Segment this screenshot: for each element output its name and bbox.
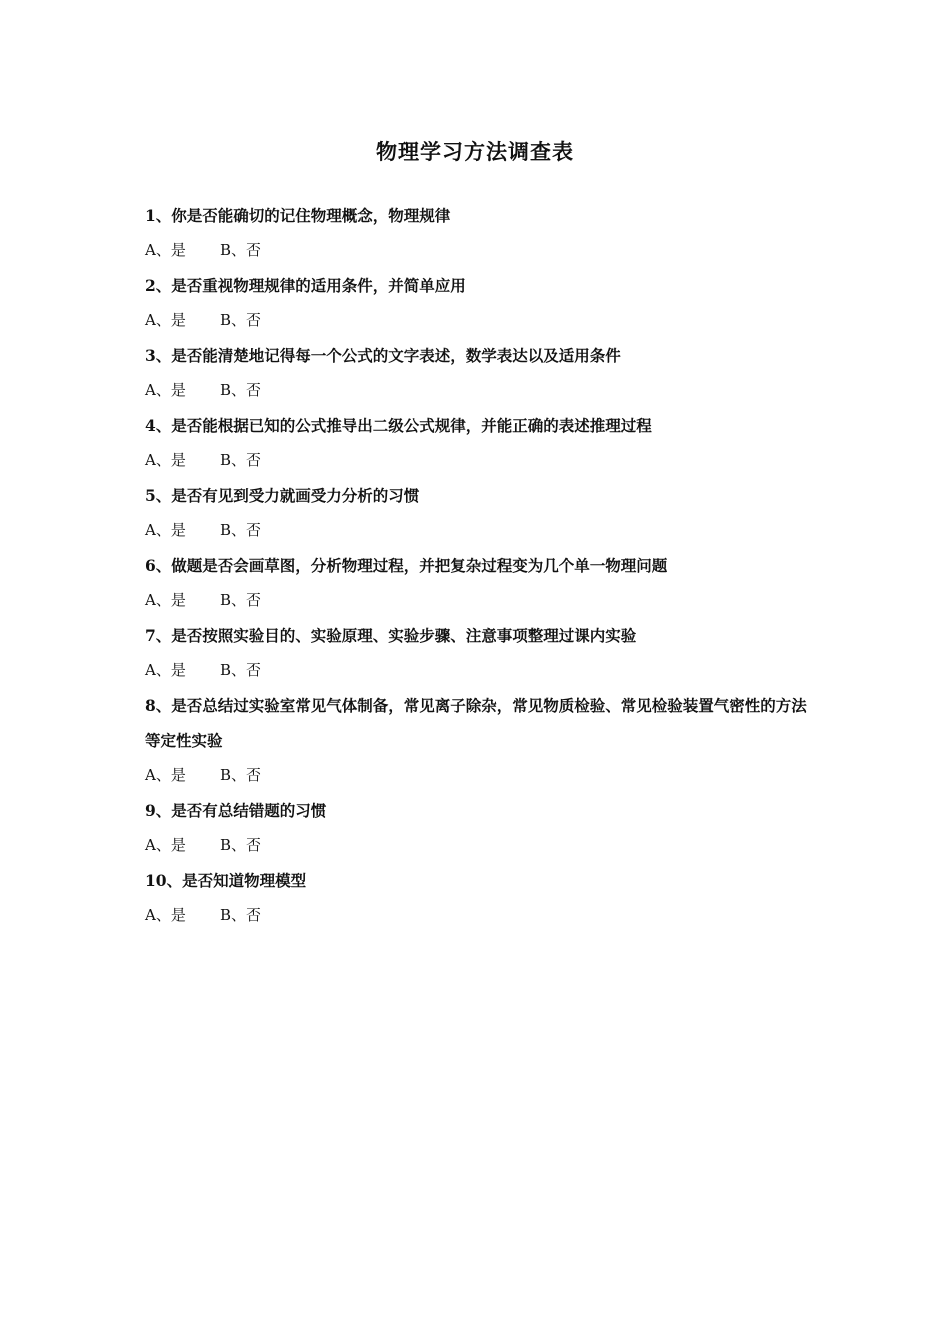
option-a: A、是 xyxy=(145,451,186,469)
question-options xyxy=(145,233,815,267)
option-b: B、否 xyxy=(220,381,262,399)
option-b: B、否 xyxy=(220,521,262,539)
page-title: 物理学习方法调查表 xyxy=(376,139,574,164)
question-options xyxy=(145,653,815,687)
option-a: A、是 xyxy=(145,766,186,784)
question-text: 6、做题是否会画草图，分析物理过程，并把复杂过程变为几个单一物理问题 xyxy=(145,556,668,575)
question-text: 10、是否知道物理模型 xyxy=(145,871,307,890)
question-text: 7、是否按照实验目的、实验原理、实验步骤、注意事项整理过课内实验 xyxy=(145,626,637,645)
question-text: 9、是否有总结错题的习惯 xyxy=(145,801,327,820)
option-a: A、是 xyxy=(145,661,186,679)
option-a: A、是 xyxy=(145,906,186,924)
question-text: 1、你是否能确切的记住物理概念，物理规律 xyxy=(145,206,451,225)
question-item xyxy=(145,618,815,687)
option-b: B、否 xyxy=(220,766,262,784)
question-item xyxy=(145,863,815,932)
question-options xyxy=(145,303,815,337)
question-item xyxy=(145,478,815,547)
question-options xyxy=(145,758,815,792)
question-text: 2、是否重视物理规律的适用条件，并简单应用 xyxy=(145,276,466,295)
question-options xyxy=(145,898,815,932)
option-a: A、是 xyxy=(145,381,186,399)
option-a: A、是 xyxy=(145,836,186,854)
question-list xyxy=(145,198,815,933)
option-b: B、否 xyxy=(220,661,262,679)
question-item xyxy=(145,688,815,792)
question-text: 3、是否能清楚地记得每一个公式的文字表述，数学表达以及适用条件 xyxy=(145,346,621,365)
question-options xyxy=(145,513,815,547)
question-item xyxy=(145,408,815,477)
question-text: 5、是否有见到受力就画受力分析的习惯 xyxy=(145,486,420,505)
question-item xyxy=(145,548,815,617)
question-options xyxy=(145,373,815,407)
option-a: A、是 xyxy=(145,521,186,539)
question-item xyxy=(145,198,815,267)
option-b: B、否 xyxy=(220,451,262,469)
option-a: A、是 xyxy=(145,591,186,609)
option-a: A、是 xyxy=(145,241,186,259)
option-b: B、否 xyxy=(220,591,262,609)
option-b: B、否 xyxy=(220,836,262,854)
question-options xyxy=(145,828,815,862)
option-b: B、否 xyxy=(220,906,262,924)
question-options xyxy=(145,443,815,477)
question-text: 8、是否总结过实验室常见气体制备，常见离子除杂，常见物质检验、常见检验装置气密性的方法等定性实验 xyxy=(145,696,807,750)
question-item xyxy=(145,338,815,407)
question-item xyxy=(145,793,815,862)
question-text: 4、是否能根据已知的公式推导出二级公式规律，并能正确的表述推理过程 xyxy=(145,416,652,435)
option-b: B、否 xyxy=(220,241,262,259)
option-b: B、否 xyxy=(220,311,262,329)
question-item xyxy=(145,268,815,337)
question-options xyxy=(145,583,815,617)
option-a: A、是 xyxy=(145,311,186,329)
